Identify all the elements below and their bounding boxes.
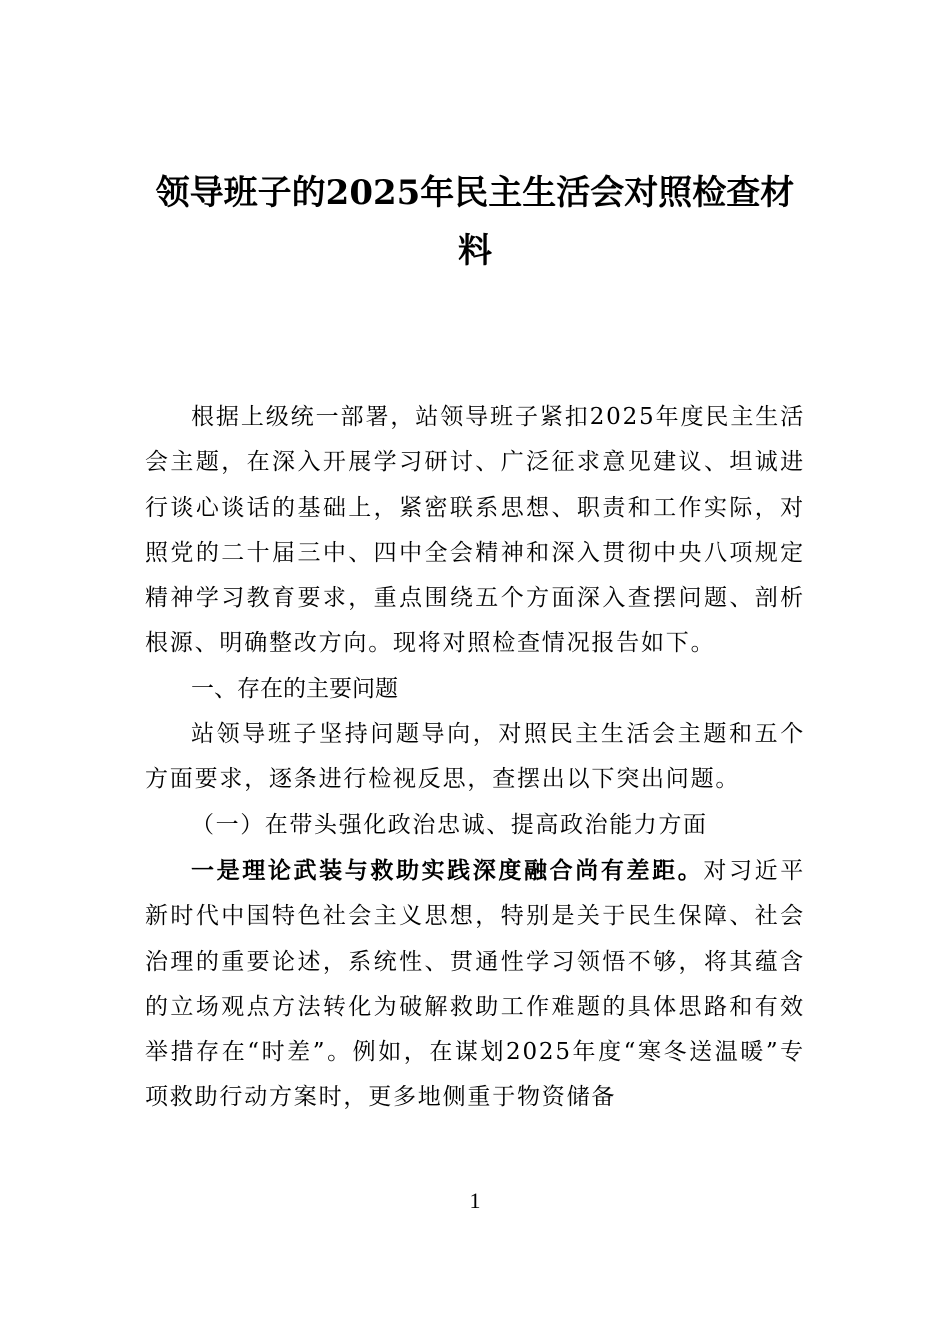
intro-paragraph: 根据上级统一部署，站领导班子紧扣2025年度民主生活会主题，在深入开展学习研讨、广泛征求意见建议、坦诚进行谈心谈话的基础上，紧密联系思想、职责和工作实际，对照党的二十届三中、四中全会精神和深入贯彻中央八项规定精神学习教育要求，重点围绕五个方面深入查摆问题、剖析根源、明确整改方向。现将对照检查情况报告如下。 (145, 404, 805, 657)
section-intro-paragraph: 站领导班子坚持问题导向，对照民主生活会主题和五个方面要求，逐条进行检视反思，查摆出以下突出问题。 (145, 721, 805, 793)
point-one-lead: 一是理论武装与救助实践深度融合尚有差距。 (191, 856, 704, 884)
page-number: 1 (469, 1188, 481, 1213)
section-heading-problems: 一、存在的主要问题 (191, 675, 398, 702)
point-one-paragraph (145, 848, 805, 1121)
document-body (145, 395, 805, 1121)
point-one-text: 对习近平新时代中国特色社会主义思想，特别是关于民生保障、社会治理的重要论述，系统性、贯通性学习领悟不够，将其蕴含的立场观点方法转化为破解救助工作难题的具体思路和有效举措存在“时差”。例如，在谋划2025年度“寒冬送温暖”专项救助行动方案时，更多地侧重于物资储备 (145, 857, 806, 1111)
document-title: 领导班子的2025年民主生活会对照检查材料 (155, 173, 795, 271)
subsection-heading-political: （一）在带头强化政治忠诚、提高政治能力方面 (191, 811, 708, 838)
